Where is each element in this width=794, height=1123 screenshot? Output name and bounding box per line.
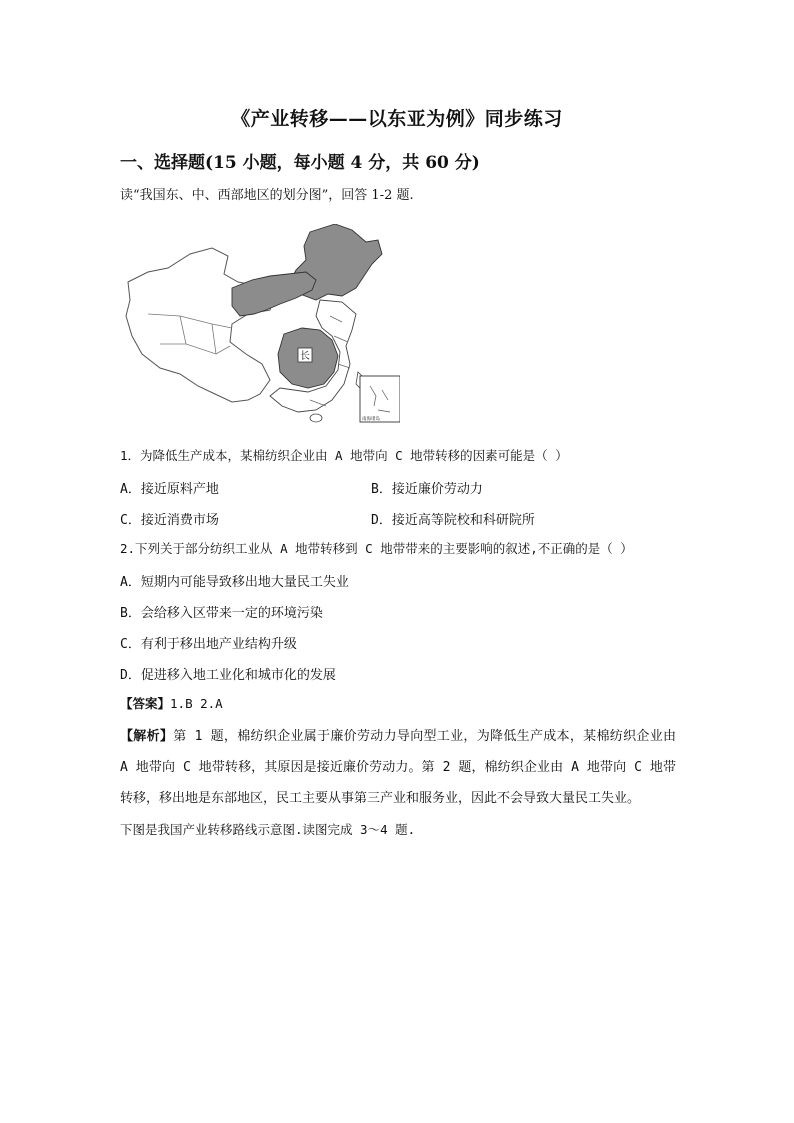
answer-text: 1.B 2.A: [170, 696, 223, 711]
map-inset-box: [360, 376, 400, 422]
question-1-option-d: D．接近高等院校和科研院所: [371, 513, 535, 528]
document-title: 《产业转移——以东亚为例》同步练习: [231, 108, 563, 130]
china-region-map: [120, 224, 400, 424]
answer-label: 【答案】: [120, 696, 171, 711]
question-2-option-b: B．会给移入区带来一定的环境污染: [120, 606, 323, 621]
question-2-option-a: A．短期内可能导致移出地大量民工失业: [120, 575, 349, 590]
analysis-text: 第 1 题，棉纺织企业属于廉价劳动力导向型工业，为降低生产成本，某棉纺织企业由 A 地带向 C 地带转移，其原因是接近廉价劳动力。第 2 题，棉纺织企业由 A 地带向 C 地带转移，移出地是东部地区，民工主要从事第三产业和服务业，因此不会导致大量民工失业。: [120, 729, 676, 806]
map-west-outline: [126, 248, 275, 402]
question-2-option-c: C．有利于移出地产业结构升级: [120, 637, 297, 652]
question-1-option-b: B．接近廉价劳动力: [371, 482, 483, 497]
question-2-stem: 2.下列关于部分纺织工业从 A 地带转移到 C 地带带来的主要影响的叙述,不正确的是（ ）: [120, 541, 633, 556]
section-heading: 一、选择题(15 小题，每小题 4 分，共 60 分): [120, 153, 480, 173]
next-question-intro: 下图是我国产业转移路线示意图.读图完成 3～4 题.: [120, 822, 416, 837]
map-inset-label: 南海诸岛: [362, 417, 380, 422]
map-intro: 读“我国东、中、西部地区的划分图”，回答 1-2 题.: [120, 188, 414, 203]
question-1-option-a: A．接近原料产地: [120, 482, 219, 497]
map-north-band: [232, 272, 316, 316]
analysis-label: 【解析】: [120, 729, 174, 744]
analysis-paragraph: [120, 721, 676, 814]
question-2-option-d: D．促进移入地工业化和城市化的发展: [120, 668, 336, 683]
question-1-option-c: C．接近消费市场: [120, 513, 219, 528]
question-1-stem: 1．为降低生产成本，某棉纺织企业由 A 地带向 C 地带转移的因素可能是（ ）: [120, 448, 568, 463]
map-svg: [120, 224, 400, 424]
map-center-label: 长: [300, 351, 310, 362]
answer-line: [120, 695, 223, 713]
